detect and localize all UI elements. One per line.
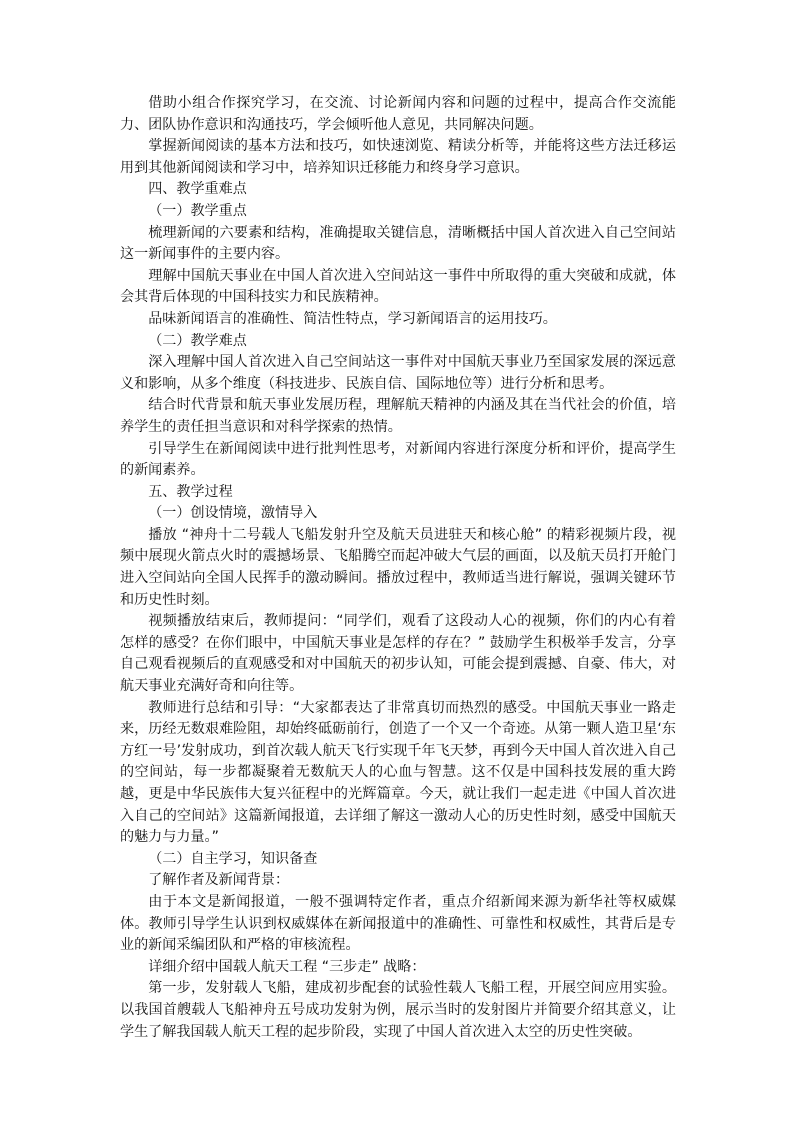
document-page [120,93,676,1043]
subsection-heading: （二）教学难点 [148,332,247,349]
paragraph: 视频播放结束后，教师提问：“同学们，观看了这段动人心的视频，你们的内心有着怎样的感受？在你们眼中，中国航天事业是怎样的存在？” 鼓励学生积极举手发言，分享自己观看视频后的直观感受和对中国航天的初步认知，可能会提到震撼、自豪、伟大，对航天事业充满好奇和向往等。 [120,613,676,695]
paragraph: 结合时代背景和航天事业发展历程，理解航天精神的内涵及其在当代社会的价值，培养学生的责任担当意识和对科学探索的热情。 [120,397,676,435]
subsection-heading: （二）自主学习，知识备查 [148,850,318,867]
paragraph: 梳理新闻的六要素和结构，准确提取关键信息，清晰概括中国人首次进入自己空间站这一新闻事件的主要内容。 [120,224,676,263]
paragraph: 深入理解中国人首次进入自己空间站这一事件对中国航天事业乃至国家发展的深远意义和影响，从多个维度（科技进步、民族自信、国际地位等）进行分析和思考。 [120,354,676,392]
subsection-heading: （一）教学重点 [148,202,247,219]
paragraph: 教师进行总结和引导：“大家都表达了非常真切而热烈的感受。中国航天事业一路走来，历经无数艰难险阻，却始终砥砺前行，创造了一个又一个奇迹。从第一颗人造卫星‘东方红一号’发射成功，到首次载人航天飞行实现千年飞天梦，再到今天中国人首次进入自己的空间站，每一步都凝聚着无数航天人的心血与智慧。这不仅是中国科技发展的重大跨越，更是中华民族伟大复兴征程中的光辉篇章。今天，就让我们一起走进《中国人首次进入自己的空间站》这篇新闻报道，去详细了解这一激动人心的历史性时刻，感受中国航天的魅力与力量。” [120,699,676,846]
paragraph: 由于本文是新闻报道，一般不强调特定作者，重点介绍新闻来源为新华社等权威媒体。教师引导学生认识到权威媒体在新闻报道中的准确性、可靠性和权威性，其背后是专业的新闻采编团队和严格的审核流程。 [120,893,676,954]
paragraph: 借助小组合作探究学习，在交流、讨论新闻内容和问题的过程中，提高合作交流能力、团队协作意识和沟通技巧，学会倾听他人意见，共同解决问题。 [120,95,676,133]
paragraph: 详细介绍中国载人航天工程 “三步走” 战略： [148,958,426,975]
section-heading: 四、教学重难点 [148,181,247,198]
subsection-heading: （一）创设情境，激情导入 [148,505,318,522]
paragraph: 掌握新闻阅读的基本方法和技巧，如快速浏览、精读分析等，并能将这些方法迁移运用到其他新闻阅读和学习中，培养知识迁移能力和终身学习意识。 [120,138,676,176]
paragraph: 播放 “神舟十二号载人飞船发射升空及航天员进驻天和核心舱” 的精彩视频片段，视频中展现火箭点火时的震撼场景、飞船腾空而起冲破大气层的画面，以及航天员打开舱门进入空间站向全国人民挥手的激动瞬间。播放过程中，教师适当进行解说，强调关键环节和历史性时刻。 [120,526,676,608]
paragraph: 理解中国航天事业在中国人首次进入空间站这一事件中所取得的重大突破和成就，体会其背后体现的中国科技实力和民族精神。 [120,267,676,306]
paragraph: 品味新闻语言的准确性、简洁性特点，学习新闻语言的运用技巧。 [148,310,557,327]
paragraph: 引导学生在新闻阅读中进行批判性思考，对新闻内容进行深度分析和评价，提高学生的新闻素养。 [120,440,676,479]
section-heading: 五、教学过程 [148,483,233,500]
paragraph: 了解作者及新闻背景： [148,872,290,889]
paragraph: 第一步，发射载人飞船，建成初步配套的试验性载人飞船工程，开展空间应用实验。以我国首艘载人飞船神舟五号成功发射为例，展示当时的发射图片并简要介绍其意义，让学生了解我国载人航天工程的起步阶段，实现了中国人首次进入太空的历史性突破。 [120,980,676,1040]
